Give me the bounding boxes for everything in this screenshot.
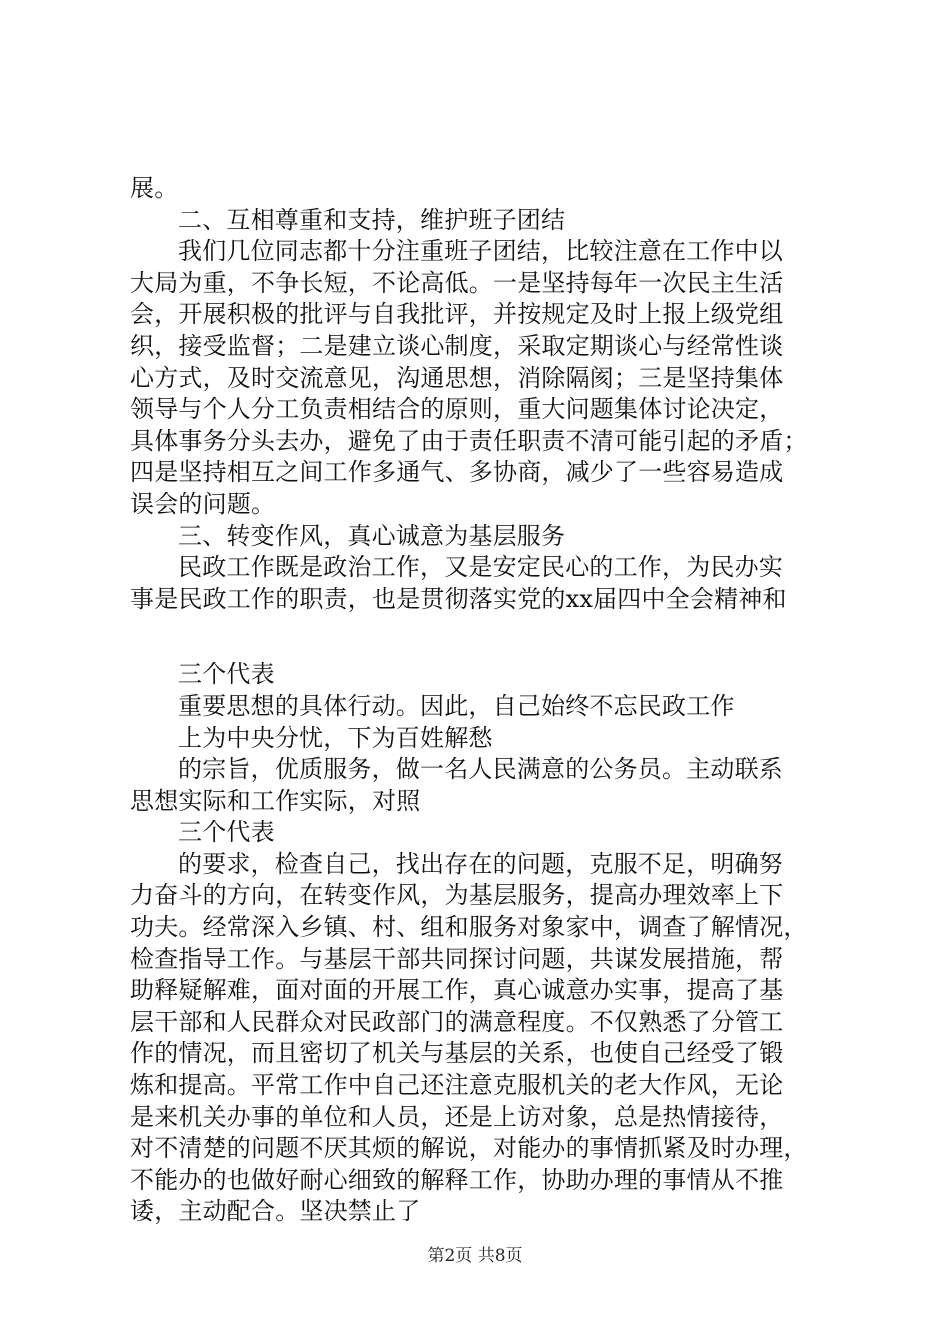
text-line: 层干部和人民群众对民政部门的满意程度。不仅熟悉了分管工 xyxy=(130,1007,784,1036)
paragraph-gap xyxy=(130,615,830,659)
text-line: 助释疑解难，面对面的开展工作，真心诚意办实事，提高了基 xyxy=(130,976,784,1005)
section-heading: 二、互相尊重和支持，维护班子团结 xyxy=(178,205,566,234)
text-line: 事是民政工作的职责，也是贯彻落实党的xx届四中全会精神和 xyxy=(130,584,787,613)
text-line: 我们几位同志都十分注重班子团结，比较注意在工作中以 xyxy=(178,237,783,266)
text-line: 大局为重，不争长短，不论高低。一是坚持每年一次民主生活 xyxy=(130,268,784,297)
text-line: 功夫。经常深入乡镇、村、组和服务对象家中，调查了解情况， xyxy=(130,913,808,942)
text-line: 是来机关办事的单位和人员，还是上访对象，总是热情接待， xyxy=(130,1102,784,1131)
text-line: 民政工作既是政治工作，又是安定民心的工作，为民办实 xyxy=(178,553,783,582)
text-line: 领导与个人分工负责相结合的原则，重大问题集体讨论决定， xyxy=(130,395,784,424)
text-line: 心方式，及时交流意见，沟通思想，消除隔阂；三是坚持集体 xyxy=(130,363,784,392)
page-footer xyxy=(0,1241,950,1266)
text-line: 不能办的也做好耐心细致的解释工作，协助办理的事情从不推 xyxy=(130,1165,784,1194)
text-line: 具体事务分头去办，避免了由于责任职责不清可能引起的矛盾； xyxy=(130,426,808,455)
text-line: 炼和提高。平常工作中自己还注意克服机关的老大作风，无论 xyxy=(130,1071,784,1100)
text-line: 力奋斗的方向，在转变作风，为基层服务，提高办理效率上下 xyxy=(130,881,784,910)
text-line: 思想实际和工作实际，对照 xyxy=(130,786,421,815)
text-line: 的要求，检查自己，找出存在的问题，克服不足，明确努 xyxy=(178,849,783,878)
text-line: 三个代表 xyxy=(178,818,275,847)
text-line: 重要思想的具体行动。因此，自己始终不忘民政工作 xyxy=(178,691,735,720)
text-line: 作的情况，而且密切了机关与基层的关系，也使自己经受了锻 xyxy=(130,1039,784,1068)
text-line: 诿，主动配合。坚决禁止了 xyxy=(130,1197,421,1226)
document-body xyxy=(130,173,830,1228)
text-line: 展。 xyxy=(130,174,179,202)
text-line: 上为中央分忧，下为百姓解愁 xyxy=(178,723,493,752)
text-line: 检查指导工作。与基层干部共同探讨问题，共谋发展措施，帮 xyxy=(130,944,784,973)
text-line: 织，接受监督；二是建立谈心制度，采取定期谈心与经常性谈 xyxy=(130,331,784,360)
text-line: 对不清楚的问题不厌其烦的解说，对能办的事情抓紧及时办理， xyxy=(130,1134,808,1163)
text-line: 的宗旨，优质服务，做一名人民满意的公务员。主动联系 xyxy=(178,755,783,784)
text-line: 四是坚持相互之间工作多通气、多协商，减少了一些容易造成 xyxy=(130,458,784,487)
text-line: 三个代表 xyxy=(178,660,275,689)
text-line: 会，开展积极的批评与自我批评，并按规定及时上报上级党组 xyxy=(130,300,784,329)
text-line: 误会的问题。 xyxy=(130,489,276,518)
page-number-label: 第2页 共8页 xyxy=(427,1246,523,1266)
section-heading: 三、转变作风，真心诚意为基层服务 xyxy=(178,521,566,550)
